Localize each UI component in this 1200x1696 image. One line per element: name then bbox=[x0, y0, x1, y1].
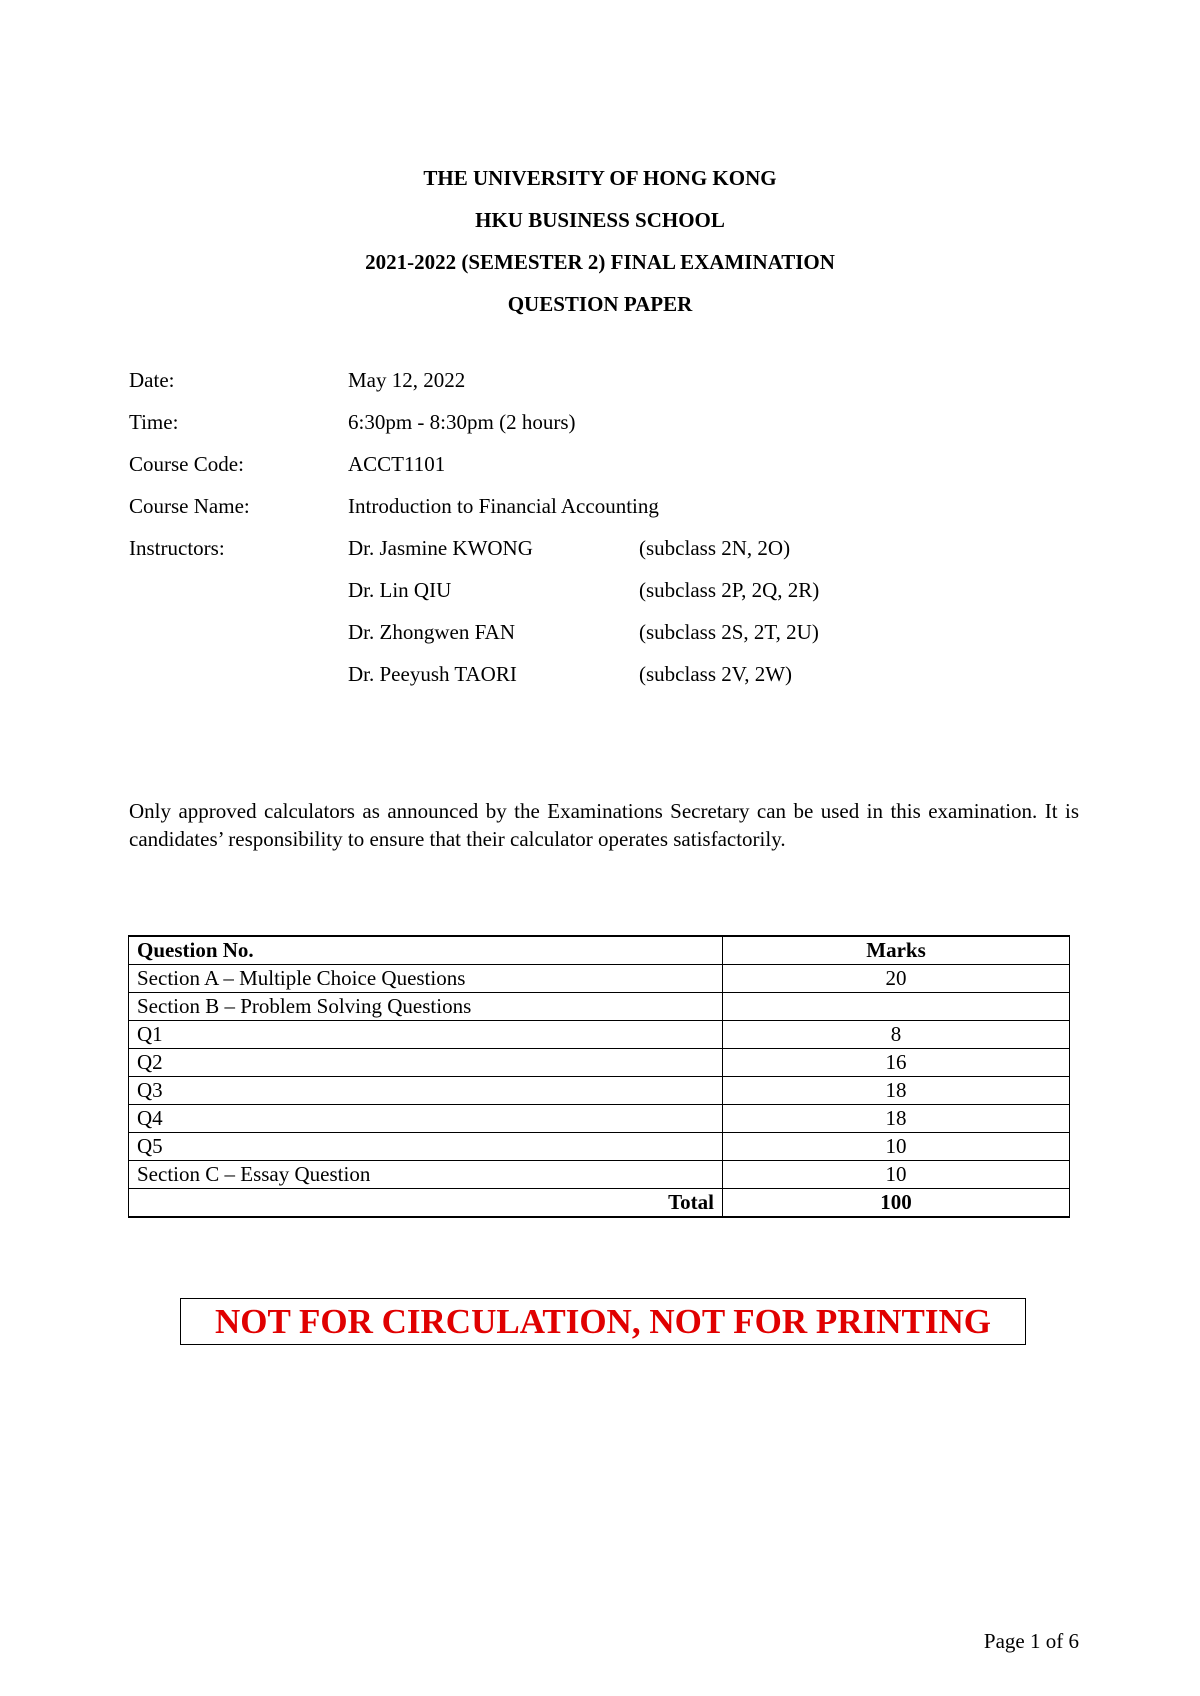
marks-cell: 8 bbox=[723, 1021, 1070, 1049]
school-name: HKU BUSINESS SCHOOL bbox=[475, 208, 725, 232]
table-row bbox=[129, 1077, 1070, 1105]
table-row bbox=[129, 1133, 1070, 1161]
marks-cell: 10 bbox=[723, 1133, 1070, 1161]
course-name-value: Introduction to Financial Accounting bbox=[348, 494, 659, 518]
marks-cell bbox=[723, 993, 1070, 1021]
university-name: THE UNIVERSITY OF HONG KONG bbox=[423, 166, 777, 190]
marks-cell: 10 bbox=[723, 1161, 1070, 1189]
time-label: Time: bbox=[129, 410, 179, 434]
course-code-label: Course Code: bbox=[129, 452, 244, 476]
exam-header bbox=[0, 166, 1200, 334]
question-cell: Section A – Multiple Choice Questions bbox=[129, 965, 723, 993]
exam-title: 2021-2022 (SEMESTER 2) FINAL EXAMINATION bbox=[365, 250, 835, 274]
table-row bbox=[129, 965, 1070, 993]
instructor-subclass: (subclass 2P, 2Q, 2R) bbox=[639, 578, 820, 602]
question-cell: Q4 bbox=[129, 1105, 723, 1133]
marks-cell: 18 bbox=[723, 1105, 1070, 1133]
instructor-subclass: (subclass 2V, 2W) bbox=[639, 662, 793, 686]
table-row bbox=[129, 1021, 1070, 1049]
instructor-name: Dr. Lin QIU bbox=[348, 578, 452, 602]
question-cell: Q2 bbox=[129, 1049, 723, 1077]
instructor-subclass: (subclass 2S, 2T, 2U) bbox=[639, 620, 819, 644]
calculator-notice: Only approved calculators as announced by the Examinations Secretary can be used in this examination. It is candidates’ responsibility to ensure that their calculator operates satisfactorily. bbox=[129, 799, 1079, 851]
question-cell: Q1 bbox=[129, 1021, 723, 1049]
table-row bbox=[129, 1161, 1070, 1189]
page-number: Page 1 of 6 bbox=[983, 1629, 1079, 1653]
instructors-label: Instructors: bbox=[129, 536, 225, 560]
marks-cell: 20 bbox=[723, 965, 1070, 993]
header-marks: Marks bbox=[723, 936, 1070, 965]
question-cell: Section B – Problem Solving Questions bbox=[129, 993, 723, 1021]
table-header-row bbox=[129, 936, 1070, 965]
table-row bbox=[129, 1105, 1070, 1133]
course-code-value: ACCT1101 bbox=[348, 452, 446, 476]
header-question-no: Question No. bbox=[129, 936, 723, 965]
marks-cell: 18 bbox=[723, 1077, 1070, 1105]
marks-cell: 16 bbox=[723, 1049, 1070, 1077]
instructor-name: Dr. Zhongwen FAN bbox=[348, 620, 516, 644]
question-cell: Q3 bbox=[129, 1077, 723, 1105]
marks-table bbox=[128, 935, 1070, 1218]
not-for-circulation-banner: NOT FOR CIRCULATION, NOT FOR PRINTING bbox=[180, 1298, 1026, 1345]
date-value: May 12, 2022 bbox=[348, 368, 466, 392]
table-row bbox=[129, 1049, 1070, 1077]
question-cell: Section C – Essay Question bbox=[129, 1161, 723, 1189]
time-value: 6:30pm - 8:30pm (2 hours) bbox=[348, 410, 576, 434]
table-total-row bbox=[129, 1189, 1070, 1218]
instructor-subclass: (subclass 2N, 2O) bbox=[639, 536, 791, 560]
question-cell: Q5 bbox=[129, 1133, 723, 1161]
total-label: Total bbox=[129, 1189, 723, 1218]
instructor-name: Dr. Jasmine KWONG bbox=[348, 536, 533, 560]
instructor-name: Dr. Peeyush TAORI bbox=[348, 662, 517, 686]
table-row bbox=[129, 993, 1070, 1021]
course-name-label: Course Name: bbox=[129, 494, 250, 518]
paper-title: QUESTION PAPER bbox=[507, 292, 693, 316]
total-value: 100 bbox=[723, 1189, 1070, 1218]
date-label: Date: bbox=[129, 368, 175, 392]
